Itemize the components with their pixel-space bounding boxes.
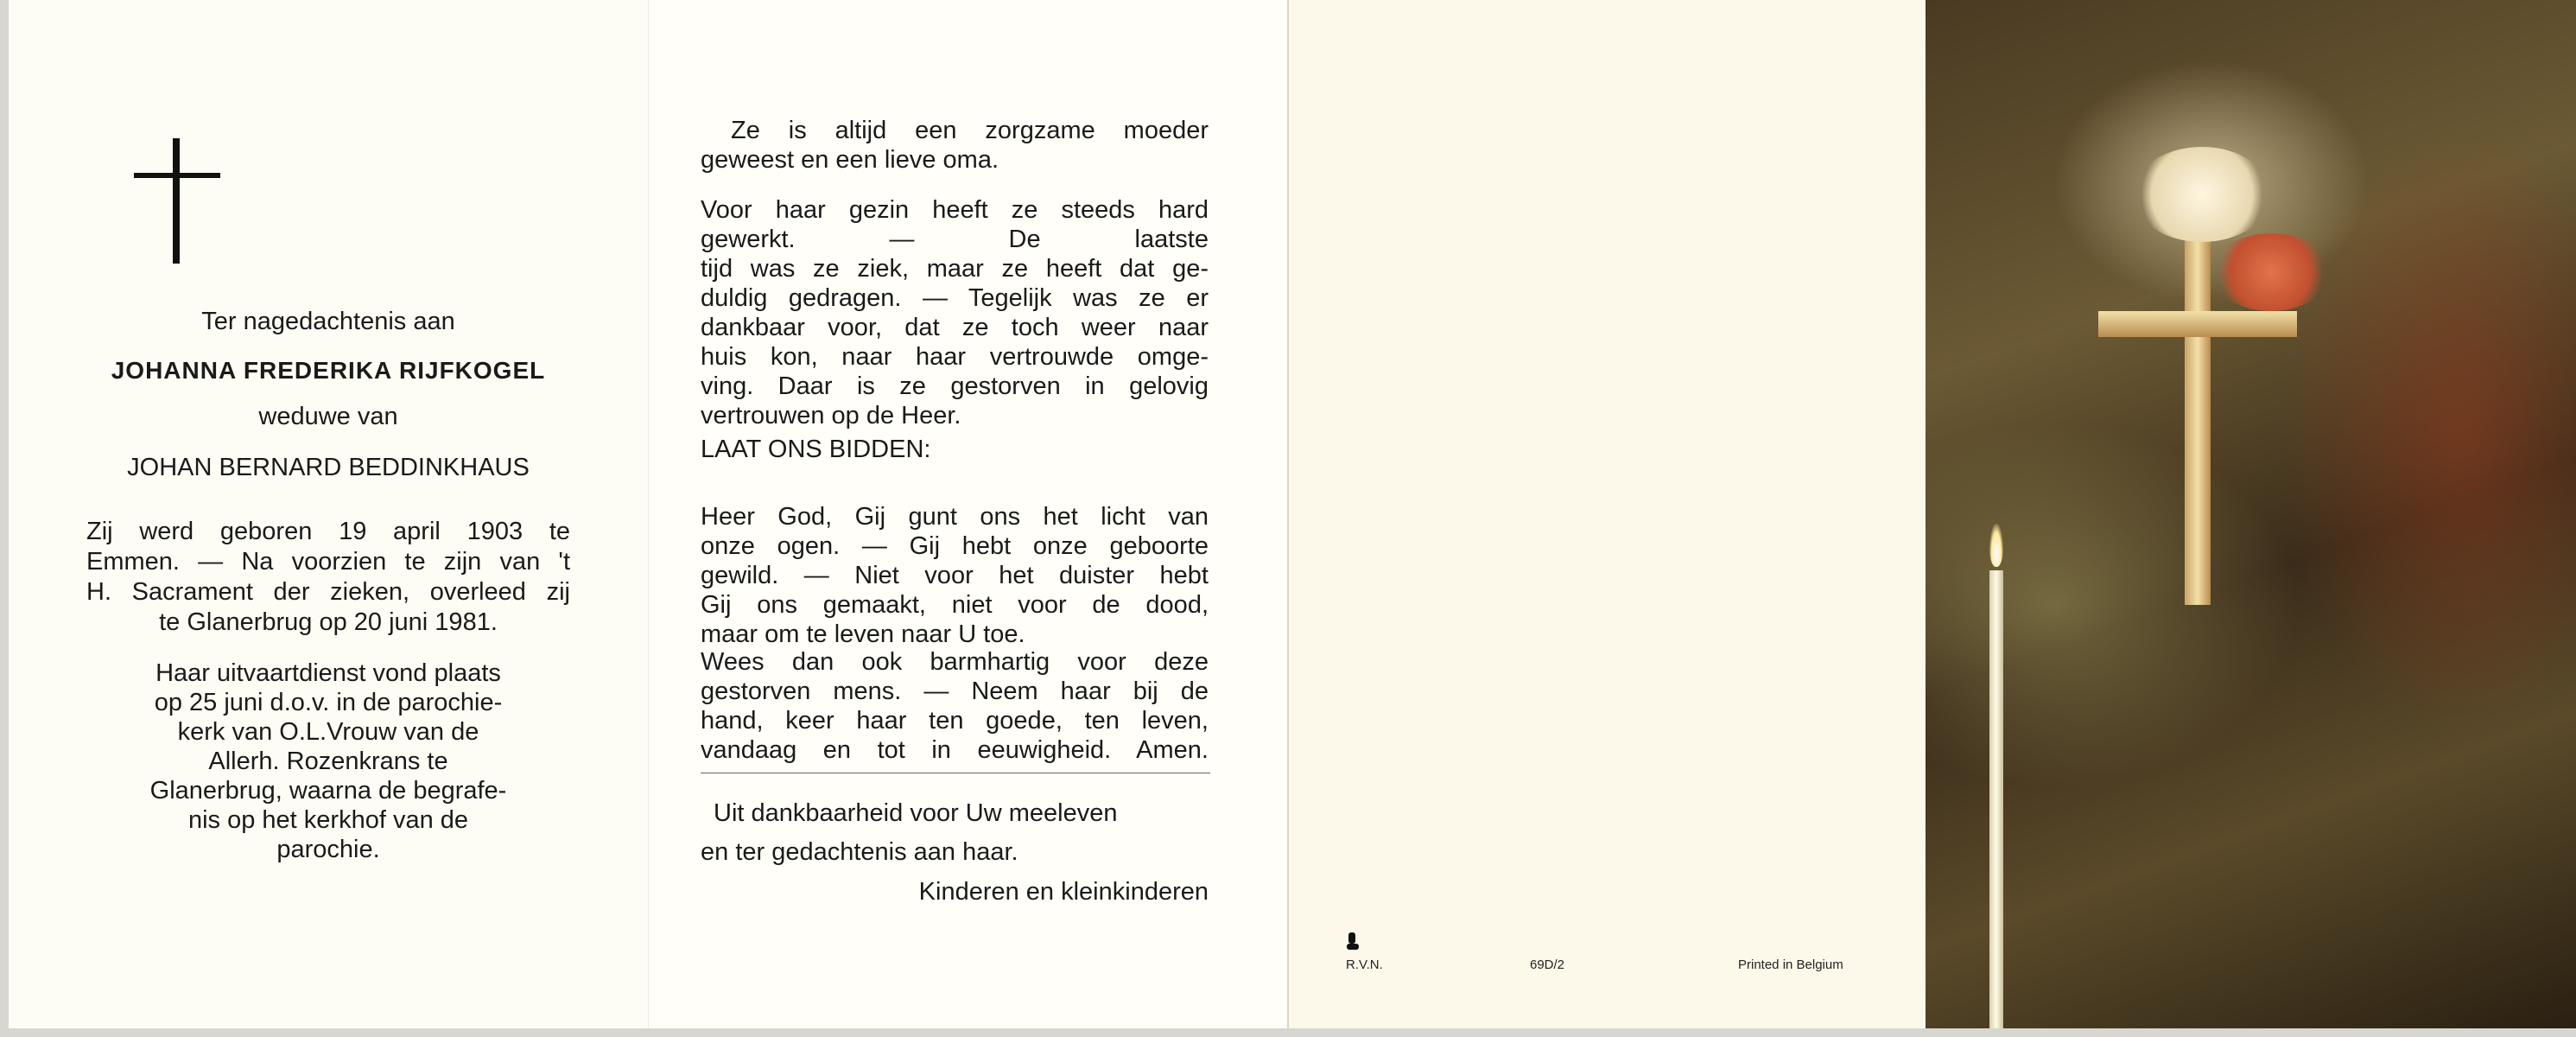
text-line: Zij werd geboren 19 april 1903 te (86, 518, 570, 545)
text-line: vertrouwen op de Heer. (701, 402, 961, 429)
text-line: hand, keer haar ten goede, ten leven, (701, 707, 1209, 735)
text-line: vandaag en tot in eeuwigheid. Amen. (701, 736, 1209, 764)
text-line: parochie. (276, 836, 380, 863)
card-code: 69D/2 (1530, 957, 1565, 972)
text-line: Glanerbrug, waarna de begrafe- (149, 777, 507, 805)
cover-photo (1926, 0, 2576, 1028)
text-line: Uit dankbaarheid voor Uw meeleven (714, 799, 1118, 827)
publisher-logo-icon (1346, 932, 1360, 951)
cross-icon (173, 138, 180, 264)
deceased-name: JOHANNA FREDERIKA RIJFKOGEL (111, 357, 546, 384)
text-line: maar om te leven naar U toe. (701, 620, 1025, 648)
text-line: Gij ons gemaakt, niet voor de dood, (701, 591, 1209, 619)
crucifix-icon (2185, 233, 2211, 605)
text-line: op 25 juni d.o.v. in de parochie- (154, 689, 503, 716)
text-line: huis kon, naar haar vertrouwde omge- (701, 343, 1209, 371)
text-line: gewerkt. — De laatste (701, 226, 1209, 253)
crucifix-crossbar (2098, 311, 2297, 337)
text-line: onze ogen. — Gij hebt onze geboorte (701, 532, 1209, 560)
text-line: ving. Daar is ze gestorven in gelovig (701, 372, 1209, 400)
intro-text: Ter nagedachtenis aan (201, 308, 455, 335)
text-line: Voor haar gezin heeft ze steeds hard (701, 196, 1209, 224)
text-line: Allerh. Rozenkrans te (208, 748, 448, 775)
text-line: gestorven mens. — Neem haar bij de (701, 678, 1209, 705)
text-line: Wees dan ook barmhartig voor deze (701, 648, 1209, 676)
text-line: gewild. — Niet voor het duister hebt (701, 562, 1209, 589)
back-panel (1287, 0, 1928, 1028)
cross-icon-bar (134, 173, 220, 178)
publisher-text: R.V.N. (1346, 957, 1383, 972)
husband-name: JOHAN BERNARD BEDDINKHAUS (127, 454, 530, 481)
text-line: en ter gedachtenis aan haar. (701, 838, 1018, 866)
text-line: nis op het kerkhof van de (187, 806, 469, 834)
text-line: te Glanerbrug op 20 juni 1981. (159, 608, 498, 636)
signature: Kinderen en kleinkinderen (918, 878, 1209, 906)
widow-of-text: weduwe van (258, 403, 398, 430)
text-line: duldig gedragen. — Tegelijk was ze er (701, 284, 1209, 312)
prayer-heading: LAAT ONS BIDDEN: (701, 436, 931, 463)
front-panel (9, 0, 648, 1028)
text-line: tijd was ze ziek, maar ze heeft dat ge- (701, 255, 1209, 283)
text-line: Emmen. — Na voorzien te zijn van 't (86, 548, 570, 576)
text-line: dankbaar voor, dat ze toch weer naar (701, 314, 1209, 341)
candle (1989, 570, 2003, 1028)
inner-text-panel (648, 0, 1288, 1028)
text-line: Ze is altijd een zorgzame moeder (731, 117, 1209, 144)
red-flowers (2211, 233, 2332, 311)
text-line: Haar uitvaartdienst vond plaats (155, 659, 501, 687)
text-line: kerk van O.L.Vrouw van de (177, 718, 479, 746)
text-line: geweest en een lieve oma. (701, 146, 999, 174)
printed-in-text: Printed in Belgium (1738, 957, 1843, 972)
candle-flame-icon (1989, 524, 2003, 567)
text-line: Heer God, Gij gunt ons het licht van (701, 503, 1209, 531)
white-flowers (2133, 147, 2271, 242)
text-line: H. Sacrament der zieken, overleed zij (86, 578, 570, 606)
